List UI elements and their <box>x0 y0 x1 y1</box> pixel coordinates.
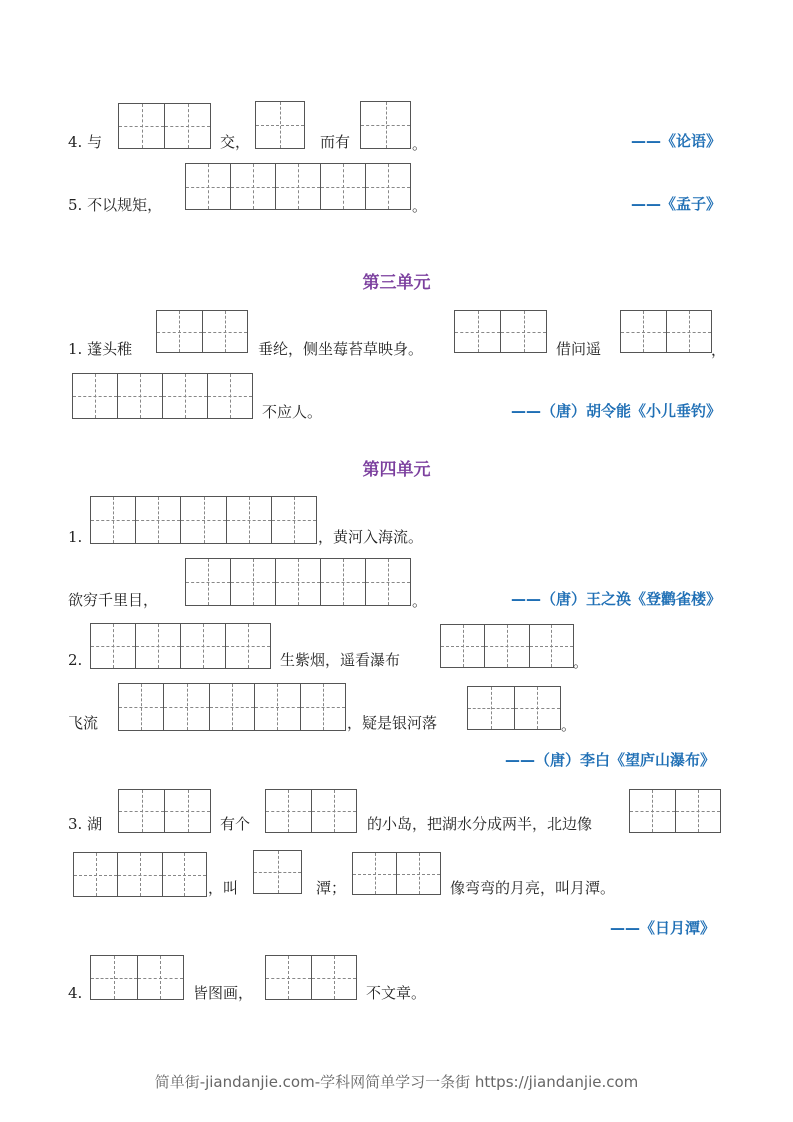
q-prefix: 2. <box>68 651 83 669</box>
q-text: 。 <box>573 653 589 671</box>
tian-grid-cell[interactable] <box>119 684 163 730</box>
tian-grid-cell[interactable] <box>186 559 230 605</box>
q-text: ， <box>711 341 727 359</box>
answer-box[interactable] <box>467 686 561 730</box>
unit-heading: 第三单元 <box>362 273 431 293</box>
tian-grid-cell[interactable] <box>455 311 500 352</box>
tian-grid-cell[interactable] <box>180 497 225 543</box>
tian-grid-cell[interactable] <box>529 625 573 667</box>
tian-grid-cell[interactable] <box>225 624 270 668</box>
tian-grid-cell[interactable] <box>275 164 320 209</box>
answer-box[interactable] <box>360 101 411 149</box>
tian-grid-cell[interactable] <box>365 559 410 605</box>
tian-grid-cell[interactable] <box>256 102 304 148</box>
q-prefix: 5. 不以规矩， <box>68 196 163 214</box>
answer-box[interactable] <box>620 310 712 353</box>
answer-box[interactable] <box>118 789 211 833</box>
tian-grid-cell[interactable] <box>275 559 320 605</box>
answer-box[interactable] <box>156 310 248 353</box>
answer-box[interactable] <box>118 683 346 731</box>
tian-grid-cell[interactable] <box>630 790 675 832</box>
tian-grid-cell[interactable] <box>254 684 299 730</box>
answer-box[interactable] <box>90 496 317 544</box>
tian-grid-cell[interactable] <box>396 853 440 894</box>
q-text: 生紫烟，遥看瀑布 <box>280 651 401 669</box>
tian-grid-cell[interactable] <box>119 790 164 832</box>
footer-watermark: 简单街-jiandanjie.com-学科网简单学习一条街 https://jiandanjie.com <box>154 1073 639 1091</box>
source-citation: ——《日月潭》 <box>609 919 715 937</box>
tian-grid-cell[interactable] <box>365 164 410 209</box>
answer-box[interactable] <box>118 103 211 149</box>
q-text: 而有 <box>320 133 351 151</box>
tian-grid-cell[interactable] <box>675 790 721 832</box>
q-text: 。 <box>412 197 428 215</box>
tian-grid-cell[interactable] <box>320 559 365 605</box>
tian-grid-cell[interactable] <box>226 497 271 543</box>
q-text: 像弯弯的月亮，叫月潭。 <box>450 879 616 897</box>
q-text: 。 <box>412 592 428 610</box>
answer-box[interactable] <box>629 789 721 833</box>
answer-box[interactable] <box>253 850 302 894</box>
unit-heading: 第四单元 <box>362 460 431 480</box>
answer-box[interactable] <box>265 789 357 833</box>
answer-box[interactable] <box>73 852 207 897</box>
q-text: 有个 <box>220 815 251 833</box>
tian-grid-cell[interactable] <box>91 624 135 668</box>
answer-box[interactable] <box>352 852 441 895</box>
source-citation: ——《论语》 <box>630 132 721 150</box>
tian-grid-cell[interactable] <box>117 853 161 896</box>
tian-grid-cell[interactable] <box>91 497 135 543</box>
answer-box[interactable] <box>440 624 574 668</box>
tian-grid-cell[interactable] <box>164 790 210 832</box>
tian-grid-cell[interactable] <box>164 104 210 148</box>
q-text: 潭； <box>316 879 347 897</box>
q-text: 垂纶，侧坐莓苔草映身。 <box>258 340 424 358</box>
tian-grid-cell[interactable] <box>202 311 248 352</box>
tian-grid-cell[interactable] <box>135 497 180 543</box>
tian-grid-cell[interactable] <box>311 956 357 999</box>
source-citation: ——（唐）李白《望庐山瀑布》 <box>504 751 715 769</box>
tian-grid-cell[interactable] <box>180 624 225 668</box>
answer-box[interactable] <box>185 163 411 210</box>
tian-grid-cell[interactable] <box>74 853 117 896</box>
tian-grid-cell[interactable] <box>484 625 528 667</box>
tian-grid-cell[interactable] <box>91 956 137 999</box>
source-citation: ——（唐）胡令能《小儿垂钓》 <box>510 402 721 420</box>
q-prefix: 飞流 <box>68 714 99 732</box>
source-citation: ——（唐）王之涣《登鹳雀楼》 <box>510 590 721 608</box>
q-prefix: 4. 与 <box>68 133 103 151</box>
q-text: 交， <box>220 133 251 151</box>
q-prefix: 1. <box>68 528 83 546</box>
tian-grid-cell[interactable] <box>230 164 275 209</box>
tian-grid-cell[interactable] <box>361 102 410 148</box>
tian-grid-cell[interactable] <box>320 164 365 209</box>
tian-grid-cell[interactable] <box>73 374 117 418</box>
tian-grid-cell[interactable] <box>186 164 230 209</box>
answer-box[interactable] <box>90 623 271 669</box>
tian-grid-cell[interactable] <box>311 790 357 832</box>
answer-box[interactable] <box>454 310 547 353</box>
source-citation: ——《孟子》 <box>630 195 721 213</box>
tian-grid-cell[interactable] <box>162 853 206 896</box>
tian-grid-cell[interactable] <box>500 311 546 352</box>
answer-box[interactable] <box>255 101 305 149</box>
tian-grid-cell[interactable] <box>353 853 396 894</box>
tian-grid-cell[interactable] <box>271 497 316 543</box>
answer-box[interactable] <box>265 955 357 1000</box>
tian-grid-cell[interactable] <box>209 684 254 730</box>
q-prefix: 1. 蓬头稚 <box>68 340 133 358</box>
q-text: ，疑是银河落 <box>347 714 438 732</box>
q-text: 不文章。 <box>366 984 427 1002</box>
answer-box[interactable] <box>185 558 411 606</box>
tian-grid-cell[interactable] <box>468 687 514 729</box>
tian-grid-cell[interactable] <box>666 311 712 352</box>
tian-grid-cell[interactable] <box>137 956 184 999</box>
tian-grid-cell[interactable] <box>162 374 207 418</box>
tian-grid-cell[interactable] <box>621 311 666 352</box>
tian-grid-cell[interactable] <box>207 374 252 418</box>
q-text: 。 <box>412 135 428 153</box>
q-text: 不应人。 <box>262 403 323 421</box>
tian-grid-cell[interactable] <box>266 790 311 832</box>
tian-grid-cell[interactable] <box>157 311 202 352</box>
tian-grid-cell[interactable] <box>163 684 208 730</box>
q-text: 皆图画， <box>193 984 254 1002</box>
q-text: 。 <box>561 716 577 734</box>
answer-box[interactable] <box>72 373 253 419</box>
q-text: ，黄河入海流。 <box>318 528 424 546</box>
q-text: ，叫 <box>208 879 239 897</box>
tian-grid-cell[interactable] <box>266 956 311 999</box>
q-prefix: 3. 湖 <box>68 815 103 833</box>
tian-grid-cell[interactable] <box>300 684 345 730</box>
q-text: 的小岛，把湖水分成两半，北边像 <box>367 815 593 833</box>
tian-grid-cell[interactable] <box>119 104 164 148</box>
tian-grid-cell[interactable] <box>514 687 561 729</box>
q-text: 借问遥 <box>556 340 602 358</box>
tian-grid-cell[interactable] <box>117 374 162 418</box>
tian-grid-cell[interactable] <box>441 625 484 667</box>
q-prefix: 欲穷千里目， <box>68 591 159 609</box>
tian-grid-cell[interactable] <box>230 559 275 605</box>
tian-grid-cell[interactable] <box>135 624 180 668</box>
tian-grid-cell[interactable] <box>254 851 301 893</box>
q-prefix: 4. <box>68 984 83 1002</box>
answer-box[interactable] <box>90 955 184 1000</box>
